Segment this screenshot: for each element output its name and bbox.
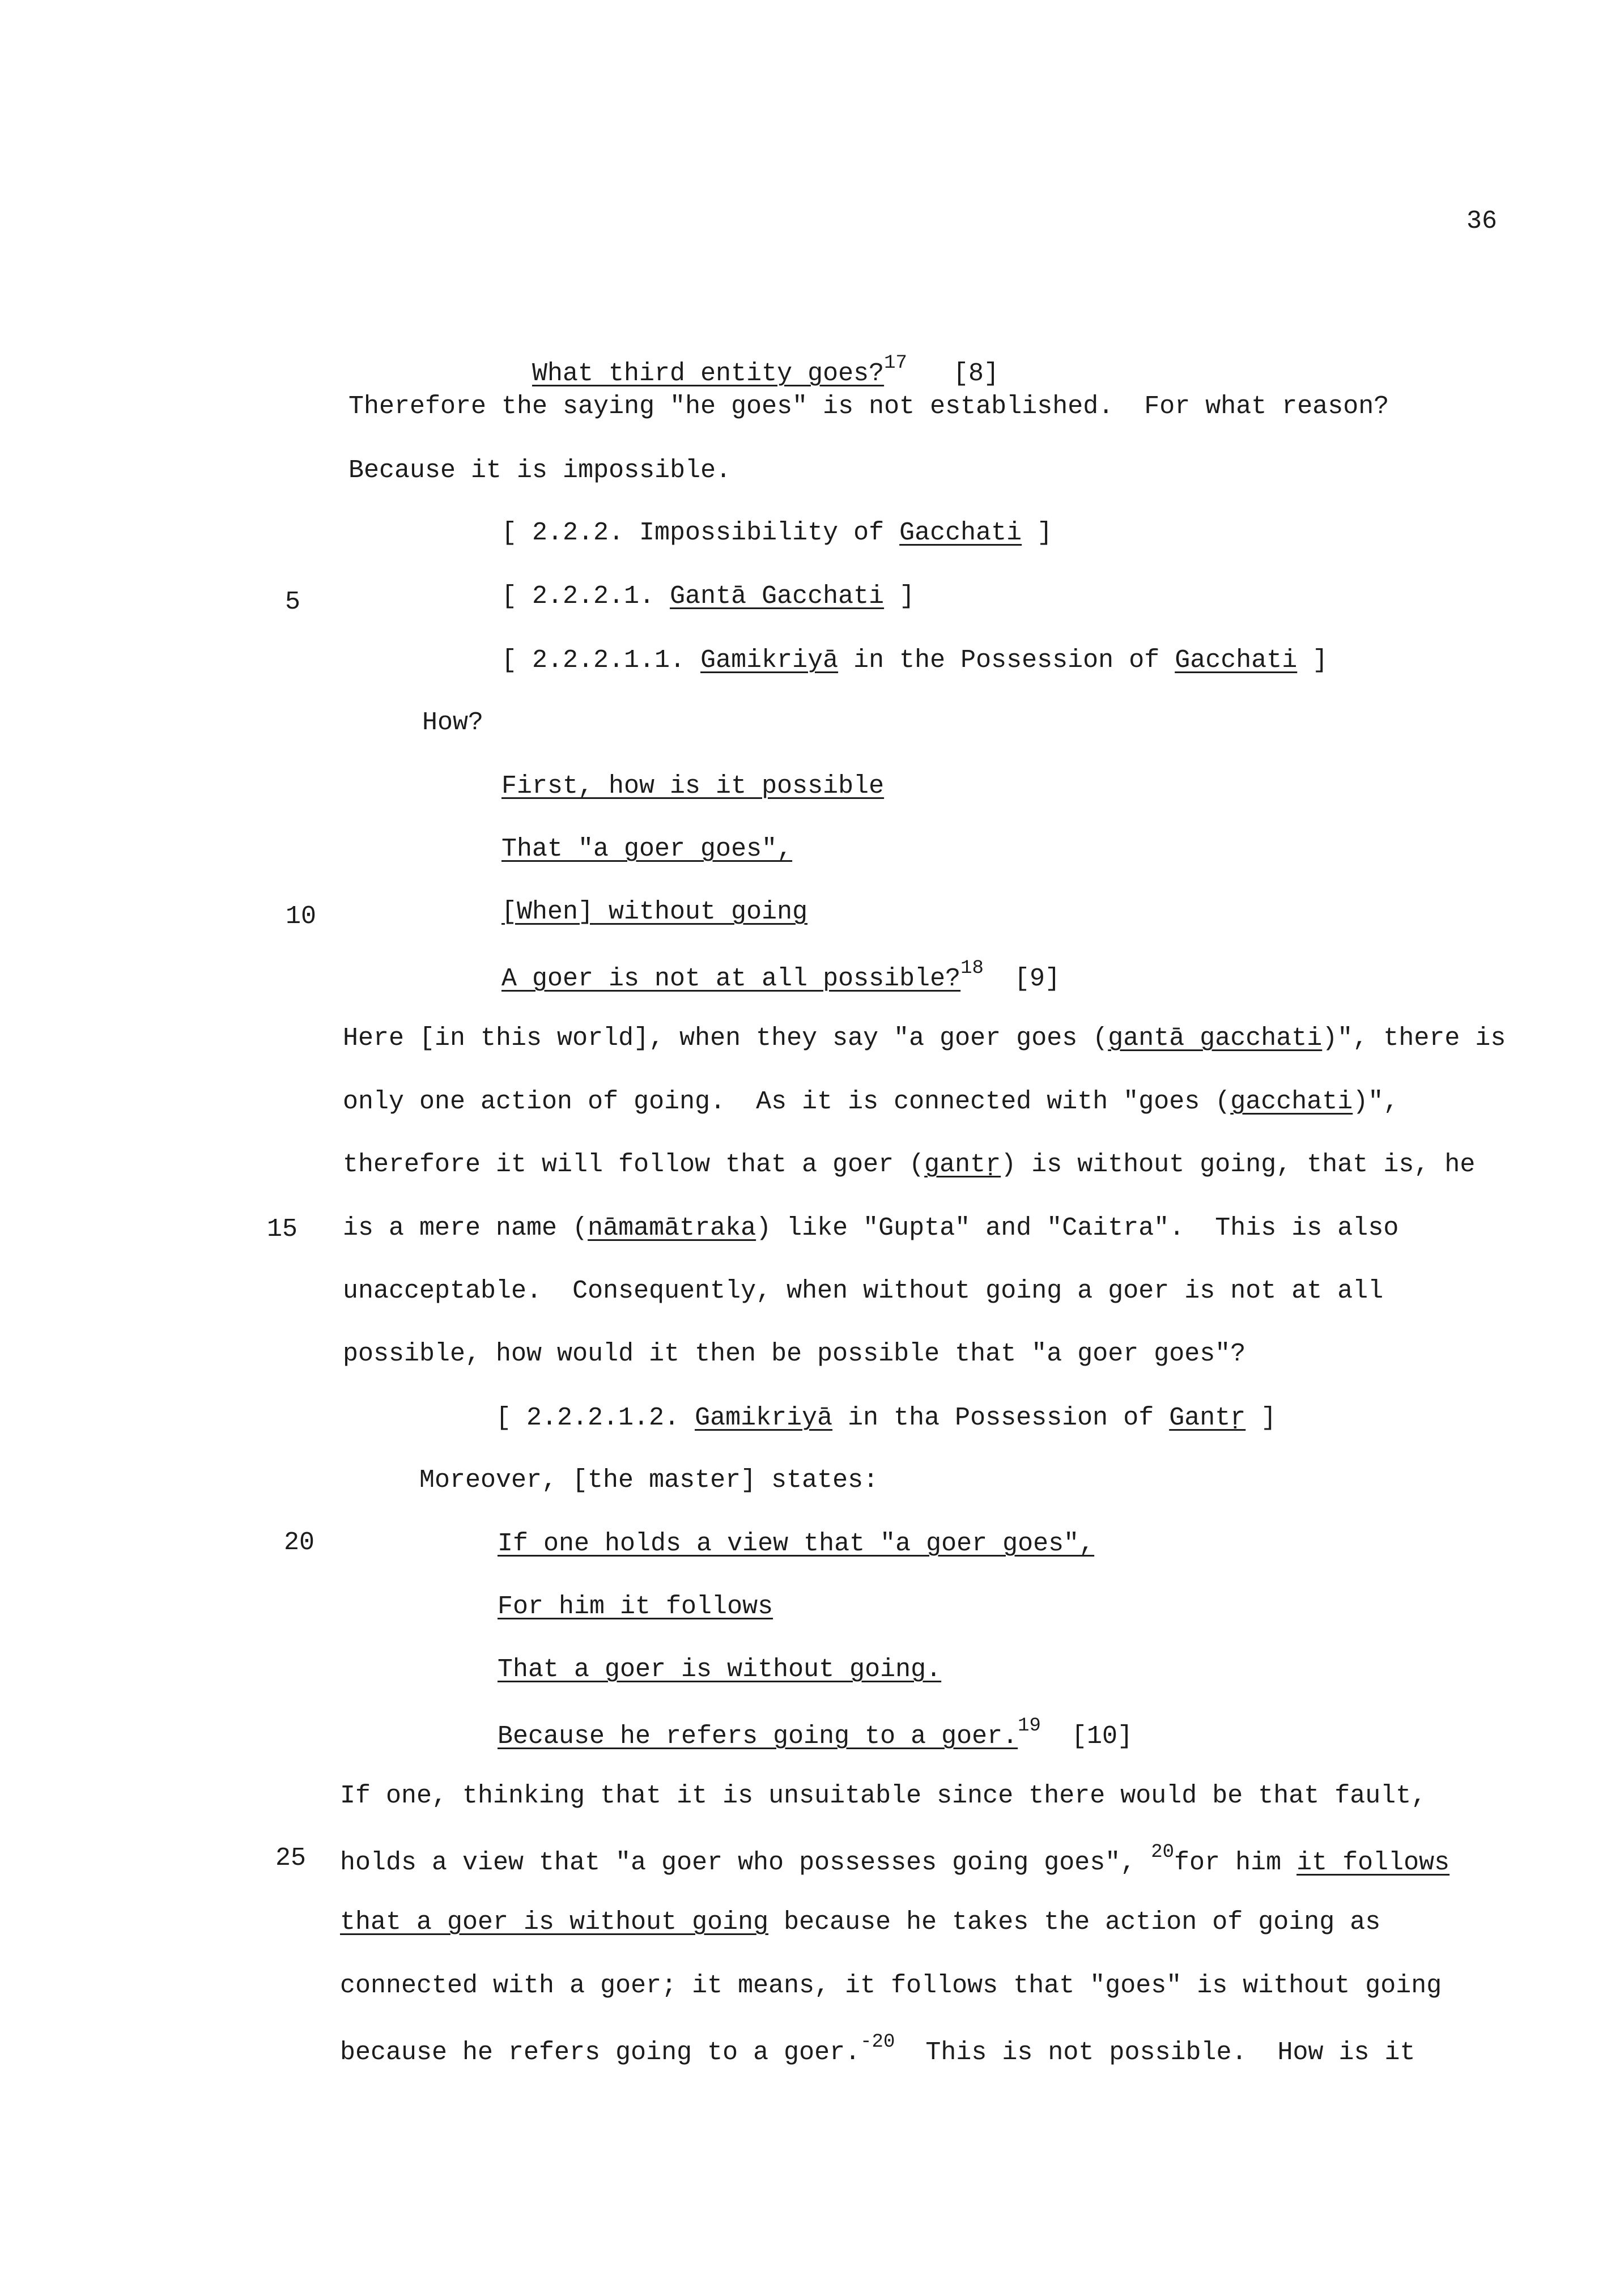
paragraph-line: is a mere name (nāmamātraka) like "Gupta" and "Caitra". This is also [343, 1214, 1399, 1243]
line-number: 20 [283, 1528, 314, 1557]
verse-9-line: First, how is it possible [501, 772, 885, 801]
verse-10-line: Because he refers going to a goer.$^{19}$ [10] [498, 1715, 1133, 1751]
footnote-ref-18: 18 [960, 958, 984, 979]
paragraph-line: connected with a goer; it means, it follows that "goes" is without going [340, 1971, 1442, 2000]
paragraph-line: possible, how would it then be possible that "a goer goes"? [343, 1340, 1246, 1368]
term-gacchati: Gacchati [899, 518, 1022, 547]
section-heading-2-2-2-1: [ 2.2.2.1. Gantā Gacchati ] [501, 582, 915, 611]
verse-number-10: [10] [1071, 1722, 1133, 1751]
verse-number-8: [8] [953, 359, 999, 388]
paragraph-line: unacceptable. Consequently, when without going a goer is not at all [343, 1277, 1384, 1306]
paragraph-line: Therefore the saying "he goes" is not established. For what reason? [348, 392, 1389, 421]
paragraph-line: that a goer is without going because he takes the action of going as [340, 1908, 1381, 1937]
paragraph-line: therefore it will follow that a goer (gantṛ) is without going, that is, he [343, 1150, 1476, 1179]
verse-9-line: A goer is not at all possible?$^{18}$ [9] [501, 958, 1060, 993]
verse-8-text: What third entity goes? [532, 359, 885, 388]
section-heading-2-2-2: [ 2.2.2. Impossibility of Gacchati ] [501, 518, 1053, 547]
verse-8 [501, 331, 999, 386]
paragraph-line: Because it is impossible. [348, 456, 732, 485]
footnote-ref-19: 19 [1018, 1715, 1041, 1737]
section-heading-2-2-2-1-2: [ 2.2.2.1.2. Gamikriyā in tha Possession of Gantṛ ] [496, 1404, 1277, 1432]
term-gantr: Gantṛ [1169, 1404, 1246, 1432]
section-heading-2-2-2-1-1: [ 2.2.2.1.1. Gamikriyā in the Possession of Gacchati ] [501, 646, 1328, 675]
page-number: 36 [1466, 207, 1498, 236]
verse-number-9: [9] [1014, 964, 1060, 993]
paragraph-line: holds a view that "a goer who possesses going goes", $^{20}$for him it follows [340, 1842, 1450, 1877]
paragraph-line: because he refers going to a goer.$^{-20}$ This is not possible. How is it [340, 2031, 1415, 2067]
verse-9-line: That "a goer goes", [501, 835, 793, 864]
term-gamikriya: Gamikriyā [695, 1404, 833, 1432]
footnote-ref-20: 20 [1151, 1842, 1175, 1863]
line-number: 5 [284, 588, 300, 616]
line-number: 10 [285, 902, 316, 931]
footnote-ref-17: 17 [884, 352, 907, 374]
line-number: 15 [266, 1215, 297, 1244]
line-number: 25 [275, 1844, 306, 1873]
term-ganta-gacchati: Gantā Gacchati [670, 582, 885, 611]
term-gamikriya: Gamikriyā [700, 646, 839, 675]
verse-9-line: [When] without going [501, 898, 808, 926]
verse-10-line: If one holds a view that "a goer goes", [498, 1529, 1095, 1558]
how-question: How? [422, 708, 484, 737]
paragraph-line: If one, thinking that it is unsuitable since there would be that fault, [340, 1781, 1427, 1810]
paragraph-line: Here [in this world], when they say "a goer goes (gantā gacchati)", there is [343, 1024, 1506, 1053]
footnote-ref-20-end: -20 [860, 2031, 895, 2053]
term-gacchati: Gacchati [1175, 646, 1298, 675]
verse-10-line: That a goer is without going. [498, 1655, 942, 1684]
moreover-line: Moreover, [the master] states: [419, 1466, 879, 1495]
verse-10-line: For him it follows [498, 1592, 773, 1621]
paragraph-line: only one action of going. As it is connected with "goes (gacchati)", [343, 1087, 1399, 1116]
